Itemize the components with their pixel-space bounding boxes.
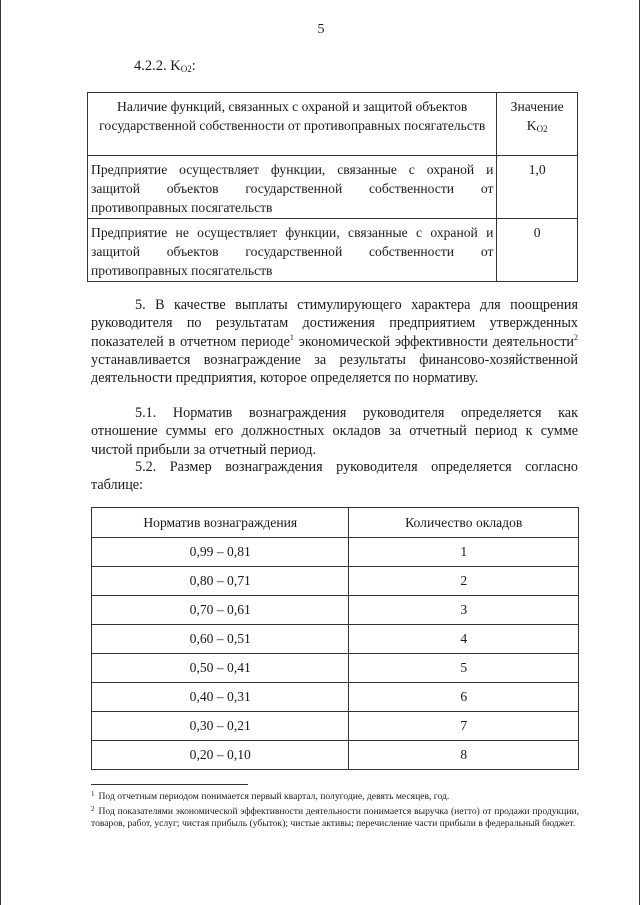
salaries-cell: 3 — [349, 596, 579, 625]
paragraph-5-2-text: 5.2. Размер вознаграждения руководителя определяется согласно таблице: — [91, 459, 578, 494]
ratio-cell: 0,99 – 0,81 — [92, 538, 349, 567]
paragraph-5-2 — [91, 458, 578, 495]
reward-table — [91, 507, 579, 770]
section-heading-suffix: : — [191, 58, 196, 74]
k-o2-header-value — [497, 93, 578, 156]
footnote-2 — [91, 803, 579, 830]
table-row — [92, 654, 579, 683]
k-o2-table — [87, 92, 578, 282]
footnote-mark: 1 — [91, 790, 95, 798]
table-row — [92, 596, 579, 625]
k-o2-value-cell: 1,0 — [497, 156, 578, 219]
table-row — [92, 712, 579, 741]
ratio-cell: 0,50 – 0,41 — [92, 654, 349, 683]
section-heading-4-2-2 — [134, 58, 196, 75]
ratio-cell: 0,80 – 0,71 — [92, 567, 349, 596]
table-row — [92, 538, 579, 567]
table-row — [92, 741, 579, 770]
table-row — [88, 219, 578, 282]
footnotes — [91, 788, 579, 831]
paragraph-5-1-text: 5.1. Норматив вознаграждения руководителя определяется как отношение суммы его должностных окладов за отчетный период к сумме чистой прибыли за отчетный период. — [91, 405, 578, 458]
table-row — [92, 625, 579, 654]
table-row — [92, 683, 579, 712]
reward-table-header — [92, 508, 579, 538]
ratio-cell: 0,60 – 0,51 — [92, 625, 349, 654]
salaries-cell: 5 — [349, 654, 579, 683]
ratio-cell: 0,30 – 0,21 — [92, 712, 349, 741]
k-o2-table-header — [88, 93, 578, 156]
k-o2-condition-cell: Предприятие не осуществляет функции, связанные с охраной и защитой объектов государственной собственности от противоправных посягательств — [88, 219, 497, 282]
paragraph-5-1 — [91, 404, 578, 459]
table-row — [88, 156, 578, 219]
footnote-text: Под показателями экономической эффективности деятельности понимается выручка (нетто) от продажи продукции, товаров, работ, услуг; чистая прибыль (убыток); чистые активы; перечисление части прибыли в федеральный бюджет. — [91, 806, 579, 830]
k-o2-header-sub: O2 — [536, 124, 548, 134]
reward-header-ratio: Норматив вознаграждения — [92, 508, 349, 538]
k-o2-header-k: K — [526, 118, 537, 133]
salaries-cell: 4 — [349, 625, 579, 654]
footnote-1 — [91, 788, 579, 803]
paragraph-5 — [91, 296, 578, 387]
paragraph-5-part3: устанавливается вознаграждение за результаты финансово-хозяйственной деятельности предприятия, которое определяется по нормативу. — [91, 351, 578, 387]
footnote-ref-2: 2 — [574, 332, 578, 342]
salaries-cell: 1 — [349, 538, 579, 567]
salaries-cell: 8 — [349, 741, 579, 770]
footnote-text: Под отчетным периодом понимается первый квартал, полугодие, девять месяцев, год. — [98, 791, 450, 802]
salaries-cell: 2 — [349, 567, 579, 596]
ratio-cell: 0,70 – 0,61 — [92, 596, 349, 625]
reward-header-salaries: Количество окладов — [349, 508, 579, 538]
k-o2-value-cell: 0 — [497, 219, 578, 282]
ratio-cell: 0,40 – 0,31 — [92, 683, 349, 712]
page-number: 5 — [317, 22, 325, 37]
section-heading-prefix: 4.2.2. K — [134, 58, 181, 74]
paragraph-5-part1: 5. В качестве выплаты стимулирующего характера для поощрения руководителя по результатам достижения предприятием утвержденных показателей в отчетном периоде — [91, 297, 578, 350]
salaries-cell: 6 — [349, 683, 579, 712]
k-o2-header-value-label: Значение — [510, 99, 564, 114]
paragraph-5-part2: экономической эффективности деятельности — [293, 333, 574, 350]
k-o2-condition-cell: Предприятие осуществляет функции, связанные с охраной и защитой объектов государственной собственности от противоправных посягательств — [88, 156, 497, 219]
footnote-separator — [91, 784, 248, 785]
table-row — [92, 567, 579, 596]
ratio-cell: 0,20 – 0,10 — [92, 741, 349, 770]
section-heading-subscript: O2 — [180, 64, 192, 74]
footnote-mark: 2 — [91, 805, 95, 814]
footnote-ref-1: 1 — [289, 332, 294, 342]
salaries-cell: 7 — [349, 712, 579, 741]
k-o2-header-condition: Наличие функций, связанных с охраной и защитой объектов государственной собственности от противоправных посягательств — [88, 93, 497, 156]
